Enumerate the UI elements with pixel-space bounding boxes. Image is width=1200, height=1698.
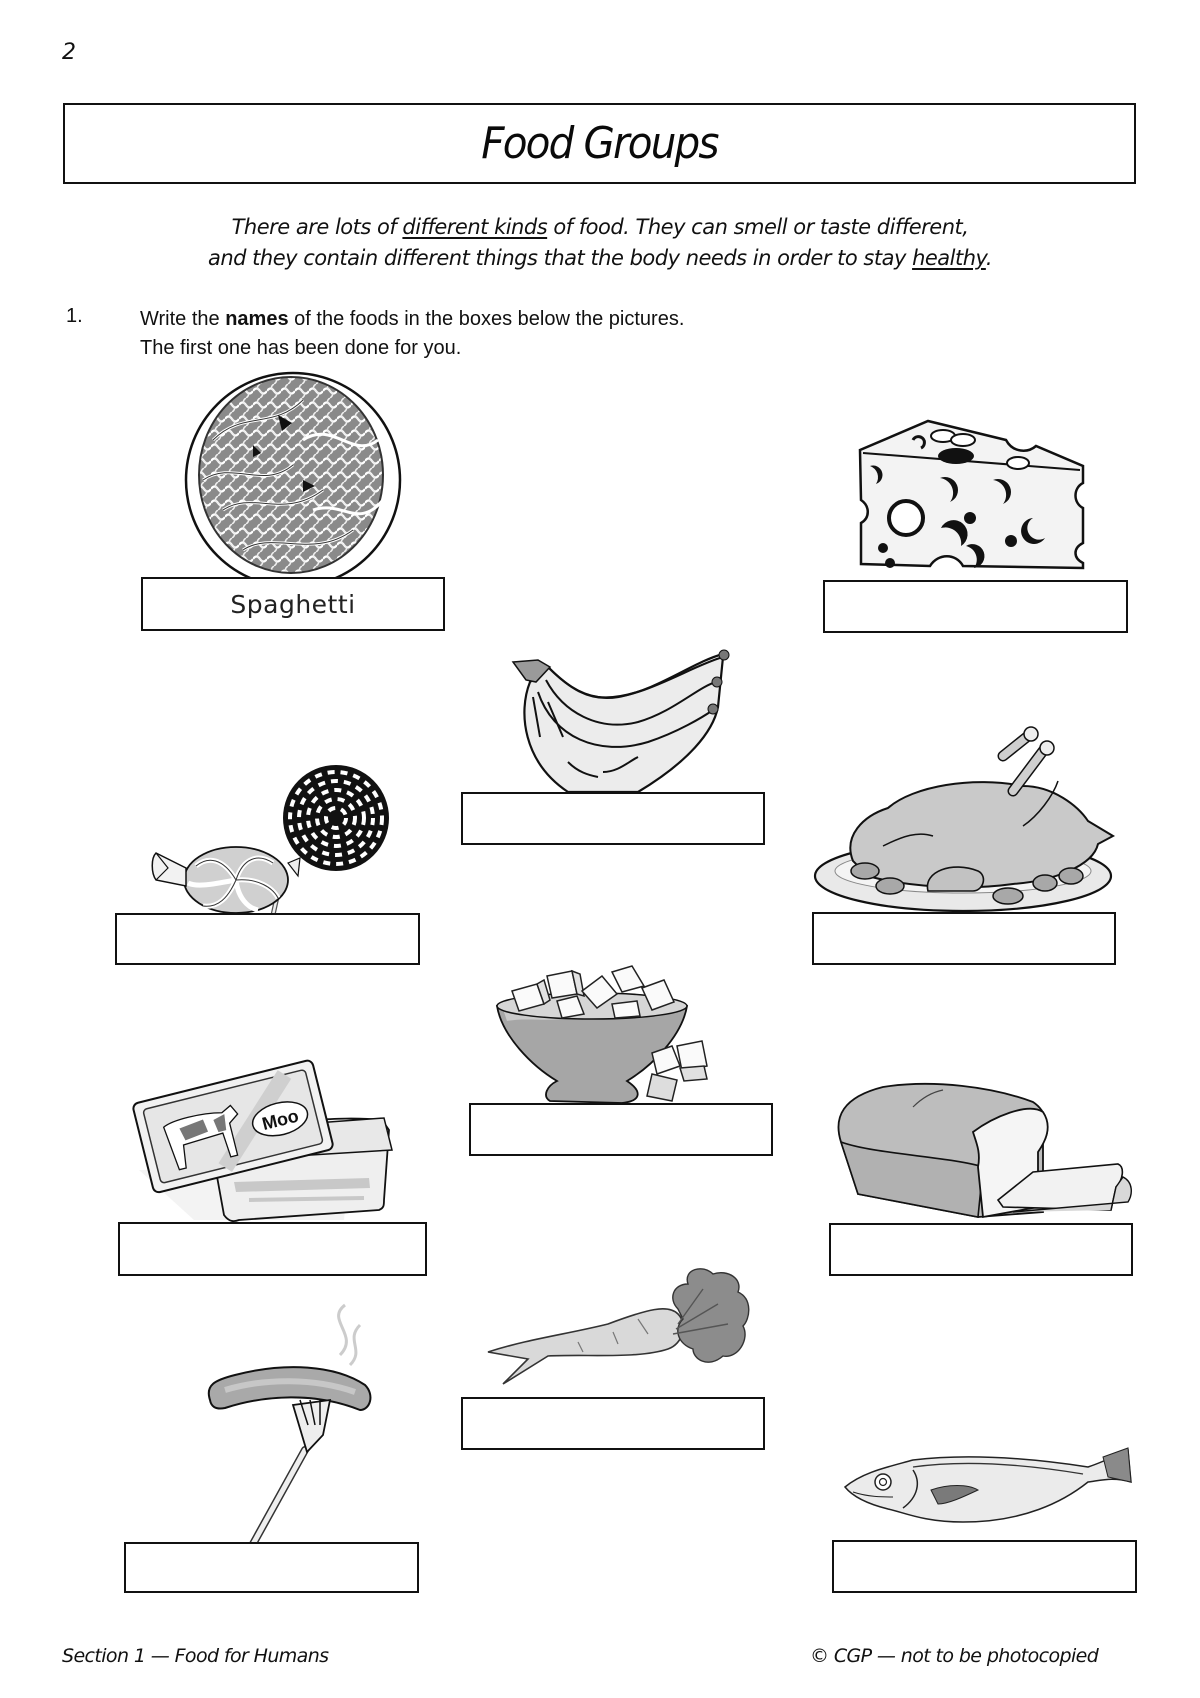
answer-box-chicken[interactable] [812,912,1116,965]
page-number: 2 [62,40,76,65]
butter-tub-icon [134,1060,402,1224]
answer-box-fish[interactable] [832,1540,1137,1593]
footer-section-label: Section 1 — Food for Humans [62,1645,329,1667]
answer-box-sweets[interactable] [115,913,420,965]
question-instructions [140,305,684,363]
sweets-lollipop-icon [148,758,393,915]
sausage-fork-icon [205,1300,380,1544]
answer-box-spaghetti[interactable] [141,577,445,631]
intro-line-1 [100,212,1100,243]
sugar-bowl-icon [492,966,737,1106]
answer-box-cheese[interactable] [823,580,1128,633]
page-title: Food Groups [481,118,718,169]
instruction-segment: Write the [140,308,226,330]
answer-text: Spaghetti [230,589,356,619]
intro-text-segment: and they contain different things that the body needs in order to stay [207,246,913,270]
intro-text-segment: . [985,246,993,270]
roast-chicken-icon [813,726,1119,914]
intro-line-2 [100,243,1100,274]
intro-emphasis-different-kinds: different kinds [402,215,548,239]
intro-emphasis-healthy: healthy [912,246,986,270]
answer-box-carrot[interactable] [461,1397,765,1450]
cheese-wedge-icon [858,418,1088,570]
instruction-segment: of the foods in the boxes below the pictures. [288,308,685,330]
answer-box-bread[interactable] [829,1223,1133,1276]
butter-brand-label: Moo [259,1105,301,1134]
intro-text-segment: of food. They can smell or taste different, [547,215,969,239]
title-box [63,103,1136,184]
banana-bunch-icon [508,642,733,794]
instruction-emphasis: names [225,308,289,330]
answer-box-sugar[interactable] [469,1103,773,1156]
fish-icon [843,1442,1131,1528]
carrot-icon [488,1264,758,1390]
intro-text [100,212,1100,274]
answer-box-sausage[interactable] [124,1542,419,1593]
instruction-line-1 [140,305,684,334]
spaghetti-plate-icon [183,370,405,582]
intro-text-segment: There are lots of [231,215,403,239]
footer-copyright: © CGP — not to be photocopied [810,1645,1099,1667]
answer-box-bananas[interactable] [461,792,765,845]
answer-box-butter[interactable] [118,1222,427,1276]
instruction-line-2: The first one has been done for you. [140,337,462,359]
bread-loaf-icon [833,1082,1135,1224]
question-number: 1. [66,305,83,327]
